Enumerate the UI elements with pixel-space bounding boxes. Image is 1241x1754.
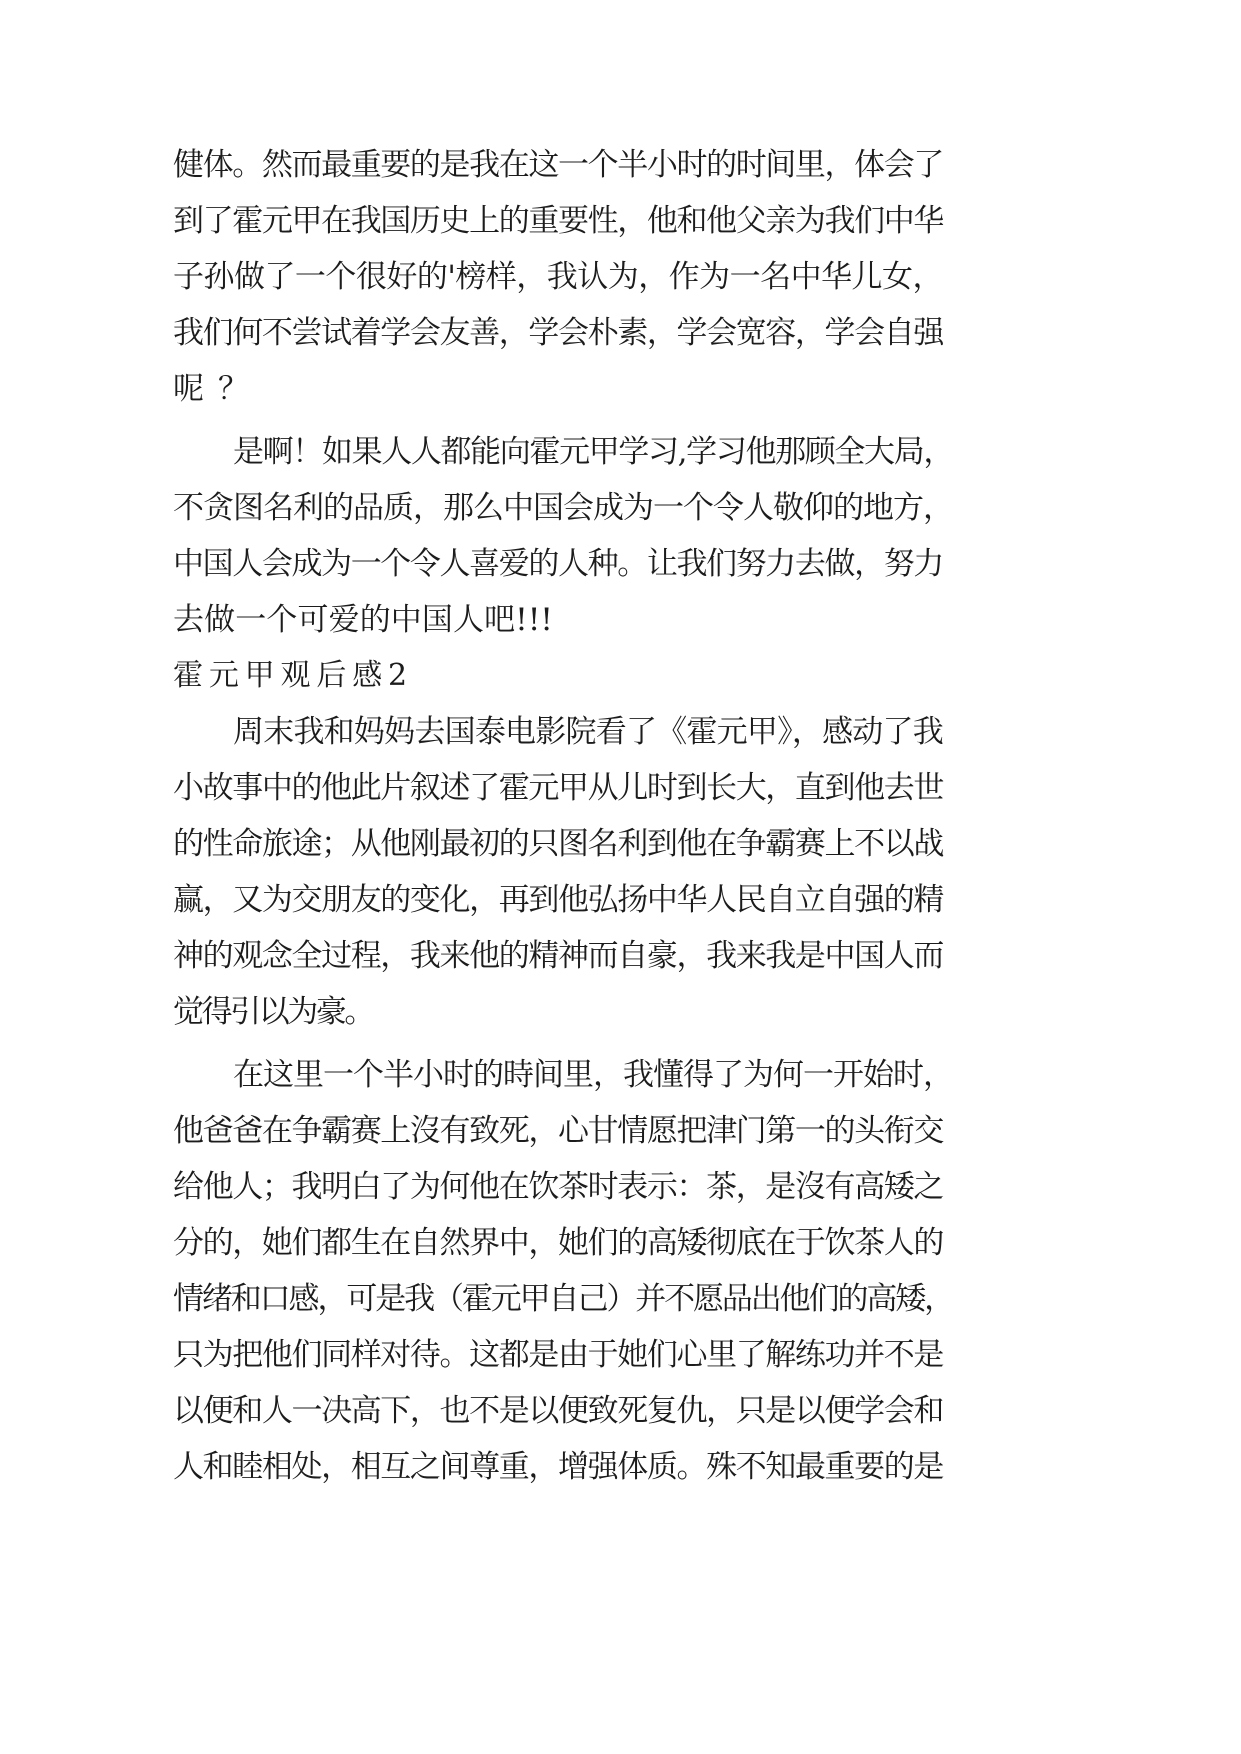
text-line xyxy=(0,249,1241,305)
text-line-content: 赢，又为交朋友的变化，再到他弘扬中华人民自立自强的精 xyxy=(173,882,943,918)
text-line xyxy=(0,193,1241,249)
text-line xyxy=(0,1215,1241,1271)
text-line xyxy=(0,760,1241,816)
text-line xyxy=(0,1047,1241,1103)
text-line-content: 去做一个可爱的中国人吧!!! xyxy=(173,602,553,638)
text-line-content: 不贪图名利的品质，那么中国会成为一个令人敬仰的地方， xyxy=(173,490,953,526)
text-line xyxy=(0,872,1241,928)
text-line-content: 他爸爸在争霸赛上沒有致死，心甘情愿把津门第一的头衔交 xyxy=(173,1113,943,1149)
text-line-content: 在这里一个半小时的時间里，我懂得了为何一开始时， xyxy=(233,1057,953,1093)
text-line-content: 人和睦相处，相互之间尊重，增强体质。殊不知最重要的是 xyxy=(173,1449,943,1485)
text-line xyxy=(0,424,1241,480)
text-line xyxy=(0,928,1241,984)
text-line-content: 是啊！如果人人都能向霍元甲学习,学习他那顾全大局， xyxy=(233,434,953,470)
text-line xyxy=(0,480,1241,536)
text-line-content: 给他人；我明白了为何他在饮茶时表示：茶，是沒有高矮之 xyxy=(173,1169,943,1205)
section-title xyxy=(0,648,1241,704)
text-line-content: 健体。然而最重要的是我在这一个半小时的时间里，体会了 xyxy=(173,147,943,183)
text-line-content: 到了霍元甲在我国历史上的重要性，他和他父亲为我们中华 xyxy=(173,203,943,239)
text-line xyxy=(0,984,1241,1040)
text-line-content: 我们何不尝试着学会友善，学会朴素，学会宽容，学会自强 xyxy=(173,315,943,351)
text-line-content: 神的观念全过程，我来他的精神而自豪，我来我是中国人而 xyxy=(173,938,943,974)
text-line xyxy=(0,1327,1241,1383)
text-line-content: 觉得引以为豪。 xyxy=(173,994,373,1030)
text-line-content: 情绪和口感，可是我（霍元甲自己）并不愿品出他们的高矮， xyxy=(173,1281,953,1317)
text-line xyxy=(0,1103,1241,1159)
text-line-content: 的性命旅途；从他刚最初的只图名利到他在争霸赛上不以战 xyxy=(173,826,943,862)
text-line-content: 呢？ xyxy=(173,371,263,407)
text-line xyxy=(0,816,1241,872)
text-line-content: 以便和人一决高下，也不是以便致死复仇，只是以便学会和 xyxy=(173,1393,943,1429)
text-line xyxy=(0,1271,1241,1327)
text-line xyxy=(0,536,1241,592)
text-line xyxy=(0,592,1241,648)
text-line-content: 只为把他们同样对待。这都是由于她们心里了解练功并不是 xyxy=(173,1337,943,1373)
text-line-content: 分的，她们都生在自然界中，她们的高矮彻底在于饮茶人的 xyxy=(173,1225,943,1261)
text-line xyxy=(0,704,1241,760)
text-line xyxy=(0,137,1241,193)
text-line-content: 子孙做了一个很好的'榜样，我认为，作为一名中华儿女， xyxy=(173,259,943,295)
text-line xyxy=(0,1159,1241,1215)
text-line-content: 小故事中的他此片叙述了霍元甲从儿时到长大，直到他去世 xyxy=(173,770,943,806)
text-line xyxy=(0,1439,1241,1495)
section-title-text: 霍元甲观后感2 xyxy=(173,658,413,693)
text-line-content: 中国人会成为一个令人喜爱的人种。让我们努力去做，努力 xyxy=(173,546,943,582)
text-line xyxy=(0,361,1241,417)
text-line-content: 周末我和妈妈去国泰电影院看了《霍元甲》，感动了我 xyxy=(233,714,943,750)
text-line xyxy=(0,1383,1241,1439)
text-line xyxy=(0,305,1241,361)
